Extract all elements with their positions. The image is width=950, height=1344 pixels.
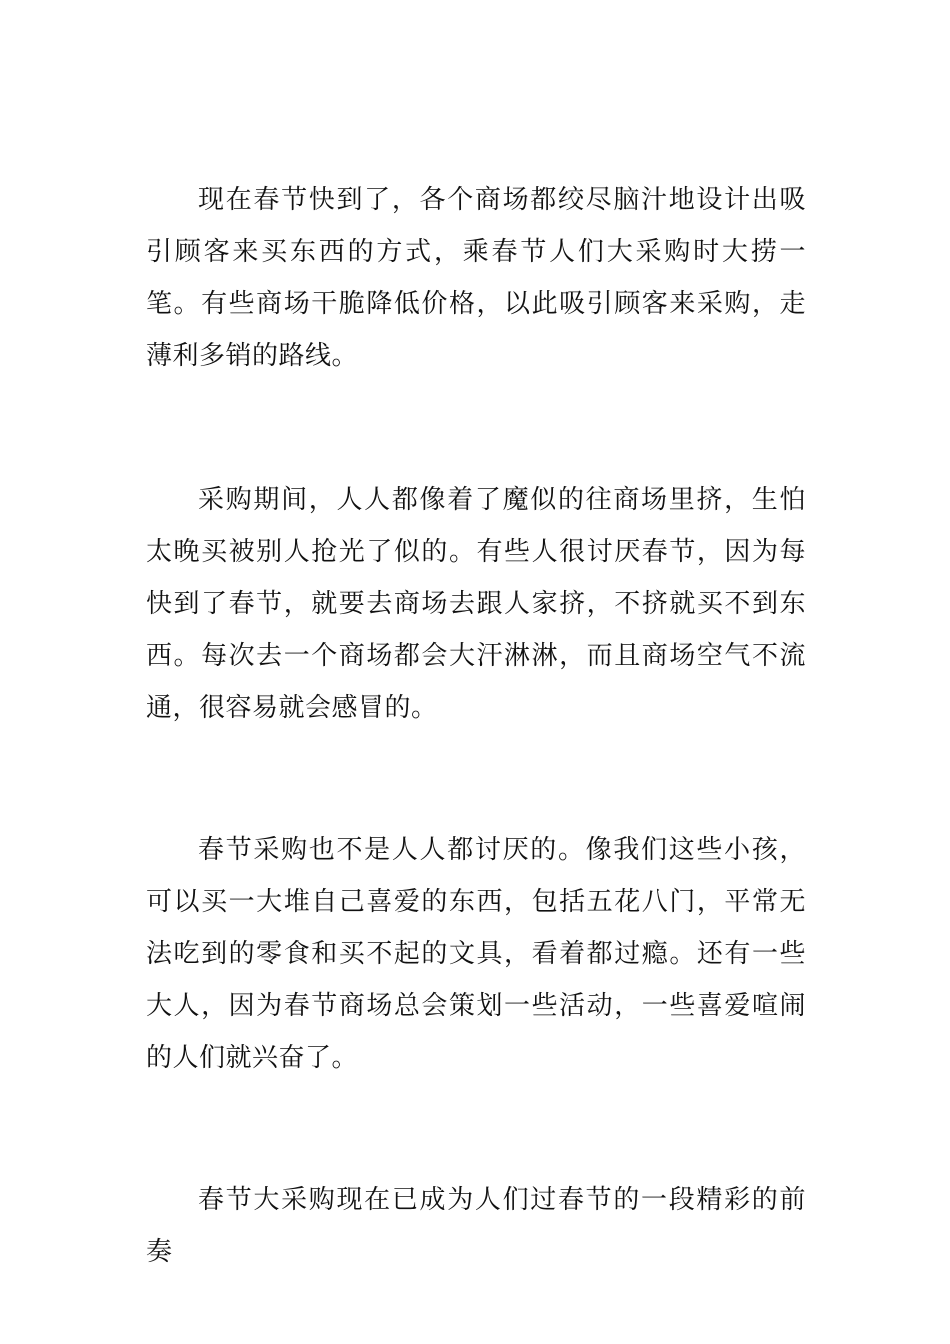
paragraph: 采购期间，人人都像着了魔似的往商场里挤，生怕太晚买被别人抢光了似的。有些人很讨厌春节，因为每快到了春节，就要去商场去跟人家挤，不挤就买不到东西。每次去一个商场都会大汗淋淋，而且商场空气不流通，很容易就会感冒的。 — [146, 485, 806, 723]
paragraph: 春节大采购现在已成为人们过春节的一段精彩的前奏 — [146, 1185, 806, 1267]
paragraph: 现在春节快到了，各个商场都绞尽脑汁地设计出吸引顾客来买东西的方式，乘春节人们大采购时大捞一笔。有些商场干脆降低价格，以此吸引顾客来采购，走薄利多销的路线。 — [146, 185, 806, 371]
paragraph: 春节采购也不是人人都讨厌的。像我们这些小孩，可以买一大堆自己喜爱的东西，包括五花八门，平常无法吃到的零食和买不起的文具，看着都过瘾。还有一些大人，因为春节商场总会策划一些活动，一些喜爱喧闹的人们就兴奋了。 — [146, 835, 806, 1073]
